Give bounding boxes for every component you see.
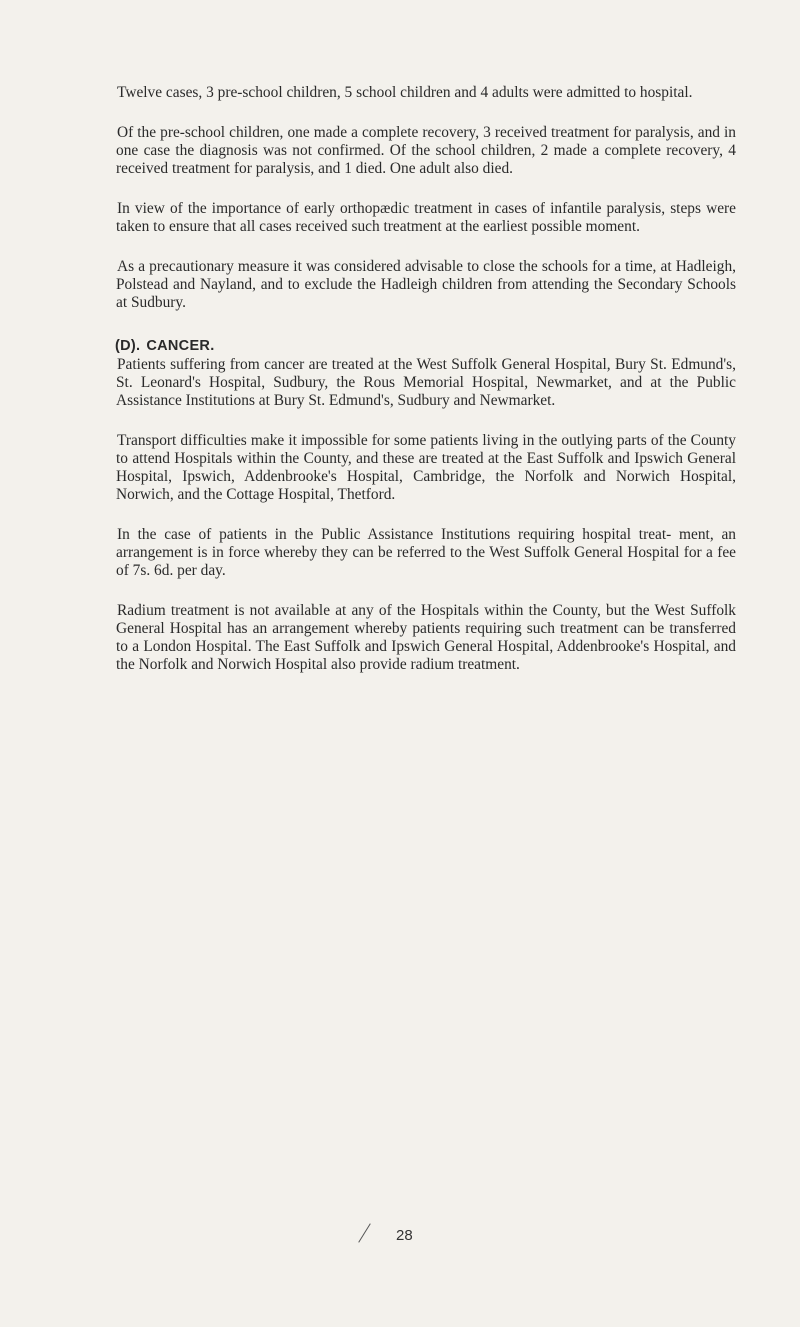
paragraph-orthopaedic-treatment: In view of the importance of early orthopædic treatment in cases of infantile paralysis, steps were taken to ensure that all cases received such treatment at the earliest possible moment.: [116, 200, 736, 235]
paragraph-transport-difficulties: Transport difficulties make it impossible for some patients living in the outlying parts of the County to attend Hospitals within the County, and these are treated at the East Suffolk and Ipswich General Hospital, Ipswich, Addenbrooke's Hospital, Cambridge, the Norfolk and Norwich Hospital, Norwich, and the Cottage Hospital, Thetford.: [116, 432, 736, 503]
scan-mark: [358, 1223, 371, 1242]
paragraph-outcomes: Of the pre-school children, one made a complete recovery, 3 received treatment for paralysis, and in one case the diagnosis was not confirmed. Of the school children, 2 made a complete recovery, 4 received treatment for paralysis, and 1 died. One adult also died.: [116, 124, 736, 177]
paragraph-admissions: Twelve cases, 3 pre-school children, 5 school children and 4 adults were admitted to hospital.: [117, 84, 693, 101]
paragraph-public-assistance: In the case of patients in the Public Assistance Institutions requiring hospital treat- ment, an arrangement is in force whereby they can be referred to the West Suffolk General Hospital for a fee of 7s. 6d. per day.: [116, 526, 736, 579]
section-heading-cancer: [115, 338, 736, 354]
paragraph-school-closures: As a precautionary measure it was considered advisable to close the schools for a time, at Hadleigh, Polstead and Nayland, and to exclude the Hadleigh children from attending the Secondary Schools at Sudbury.: [116, 258, 736, 311]
section-title: CANCER.: [146, 338, 215, 354]
document-page: [116, 84, 736, 696]
paragraph-radium-treatment: Radium treatment is not available at any of the Hospitals within the County, but the West Suffolk General Hospital has an arrangement whereby patients requiring such treatment can be transferred to a London Hospital. The East Suffolk and Ipswich General Hospital, Addenbrooke's Hospital, and the Norfolk and Norwich Hospital also provide radium treatment.: [116, 602, 736, 673]
section-marker: (D).: [115, 338, 141, 354]
paragraph-cancer-treatment-locations: Patients suffering from cancer are treated at the West Suffolk General Hospital, Bury St. Edmund's, St. Leonard's Hospital, Sudbury, the Rous Memorial Hospital, Newmarket, and at the Public Assistance Institutions at Bury St. Edmund's, Sudbury and Newmarket.: [116, 356, 736, 409]
page-number: 28: [396, 1227, 413, 1244]
